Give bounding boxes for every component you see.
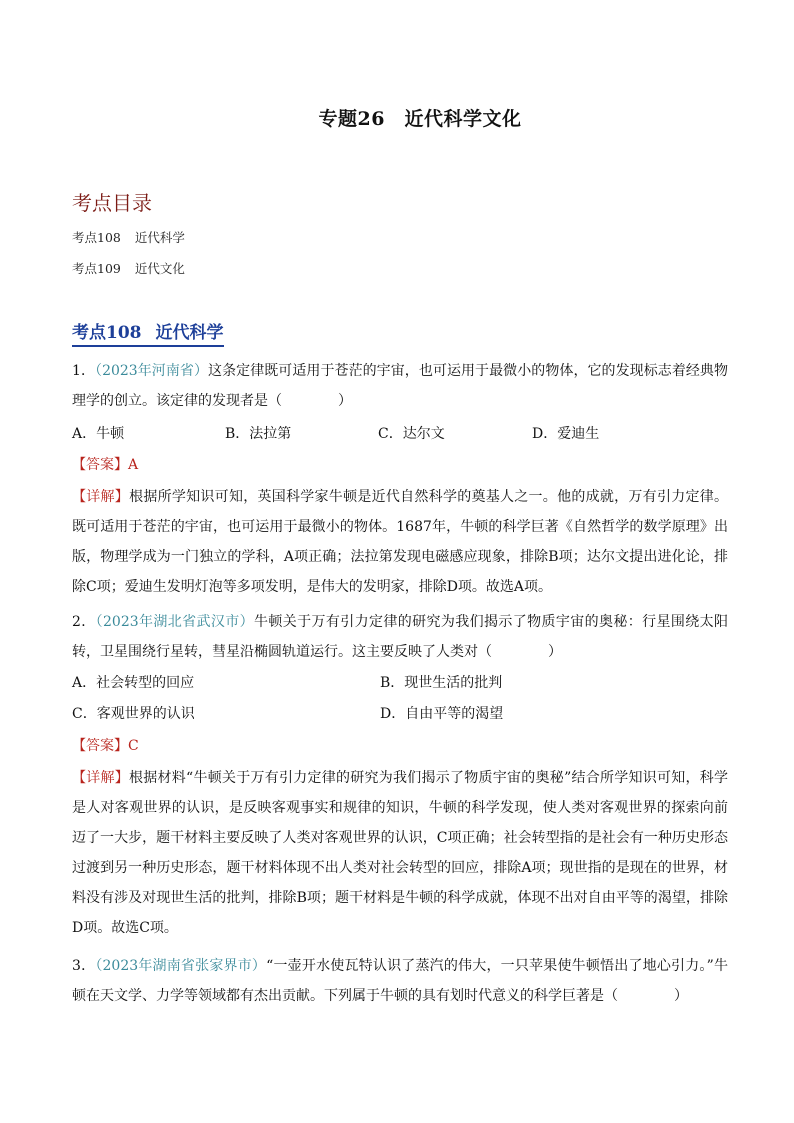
question-source: （2023年湖南省张家界市）	[95, 958, 267, 974]
option-a: A．社会转型的回应	[72, 675, 195, 691]
answer-line	[72, 455, 138, 475]
question-source: （2023年河南省）	[95, 363, 209, 379]
option-b: B．法拉第	[225, 426, 292, 442]
toc-item-name: 近代科学	[134, 230, 185, 245]
question-text: 牛顿关于万有引力定律的研究为我们揭示了物质宇宙的奥秘：行星围绕太阳转，卫星围绕行星转，彗星沿椭圆轨道运行。这主要反映了人类对（ ）	[72, 614, 728, 660]
question-stem	[72, 607, 728, 667]
question-stem	[72, 356, 728, 416]
section-code: 考点108	[72, 323, 142, 343]
option-a: A．牛顿	[72, 426, 125, 442]
detail-text: 根据材料“牛顿关于万有引力定律的研究为我们揭示了物质宇宙的奥秘”结合所学知识可知，科学是人对客观世界的认识，是反映客观事实和规律的知识，牛顿的科学发现，使人类对客观世界的探索向前迈了一大步，题干材料主要反映了人类对客观世界的认识，C项正确；社会转型指的是社会有一种历史形态过渡到另一种历史形态，题干材料体现不出人类对社会转型的回应，排除A项；现世指的是现在的世界，材料没有涉及对现世生活的批判，排除B项；题干材料是牛顿的科学成就，体现不出对自由平等的渴望，排除D项。故选C项。	[72, 770, 729, 936]
option-c: C．客观世界的认识	[72, 706, 195, 722]
question-number: 2．	[72, 614, 96, 630]
page-title: 专题26 近代科学文化	[318, 108, 522, 130]
answer-line	[72, 736, 139, 756]
section-name: 近代科学	[155, 323, 224, 343]
answer-value: A	[128, 457, 139, 473]
detail-label: 【详解】	[72, 489, 130, 505]
answer-label: 【答案】	[72, 457, 128, 473]
option-d: D．自由平等的渴望	[380, 706, 504, 722]
question-text: “一壶开水使瓦特认识了蒸汽的伟大，一只苹果使牛顿悟出了地心引力。”牛顿在天文学、力学等领域都有杰出贡献。下列属于牛顿的具有划时代意义的科学巨著是（ ）	[72, 958, 728, 1004]
question-stem	[72, 951, 728, 1011]
question-text: 这条定律既可适用于苍茫的宇宙，也可运用于最微小的物体，它的发现标志着经典物理学的创立。该定律的发现者是（ ）	[72, 363, 728, 409]
toc-item-name: 近代文化	[134, 261, 185, 276]
option-d: D．爱迪生	[532, 426, 600, 442]
detail-label: 【详解】	[72, 770, 130, 786]
option-b: B．现世生活的批判	[380, 675, 503, 691]
toc-heading: 考点目录	[72, 191, 152, 215]
toc-item[interactable]	[72, 259, 185, 277]
toc-item[interactable]	[72, 228, 185, 246]
question-source: （2023年湖北省武汉市）	[95, 614, 255, 630]
detail-text: 根据所学知识可知，英国科学家牛顿是近代自然科学的奠基人之一。他的成就，万有引力定律。既可适用于苍茫的宇宙，也可运用于最微小的物体。1687年，牛顿的科学巨著《自然哲学的数学原理》出版，物理学成为一门独立的学科，A项正确；法拉第发现电磁感应现象，排除B项；达尔文提出进化论，排除C项；爱迪生发明灯泡等多项发明，是伟大的发明家，排除D项。故选A项。	[72, 489, 729, 595]
answer-detail	[72, 482, 728, 602]
answer-label: 【答案】	[72, 738, 128, 754]
option-c: C．达尔文	[378, 426, 445, 442]
toc-item-code: 考点108	[72, 230, 121, 245]
toc-item-code: 考点109	[72, 261, 121, 276]
question-number: 1．	[72, 363, 96, 379]
answer-value: C	[128, 738, 139, 754]
question-number: 3．	[72, 958, 96, 974]
section-heading	[72, 322, 224, 347]
answer-detail	[72, 763, 728, 943]
